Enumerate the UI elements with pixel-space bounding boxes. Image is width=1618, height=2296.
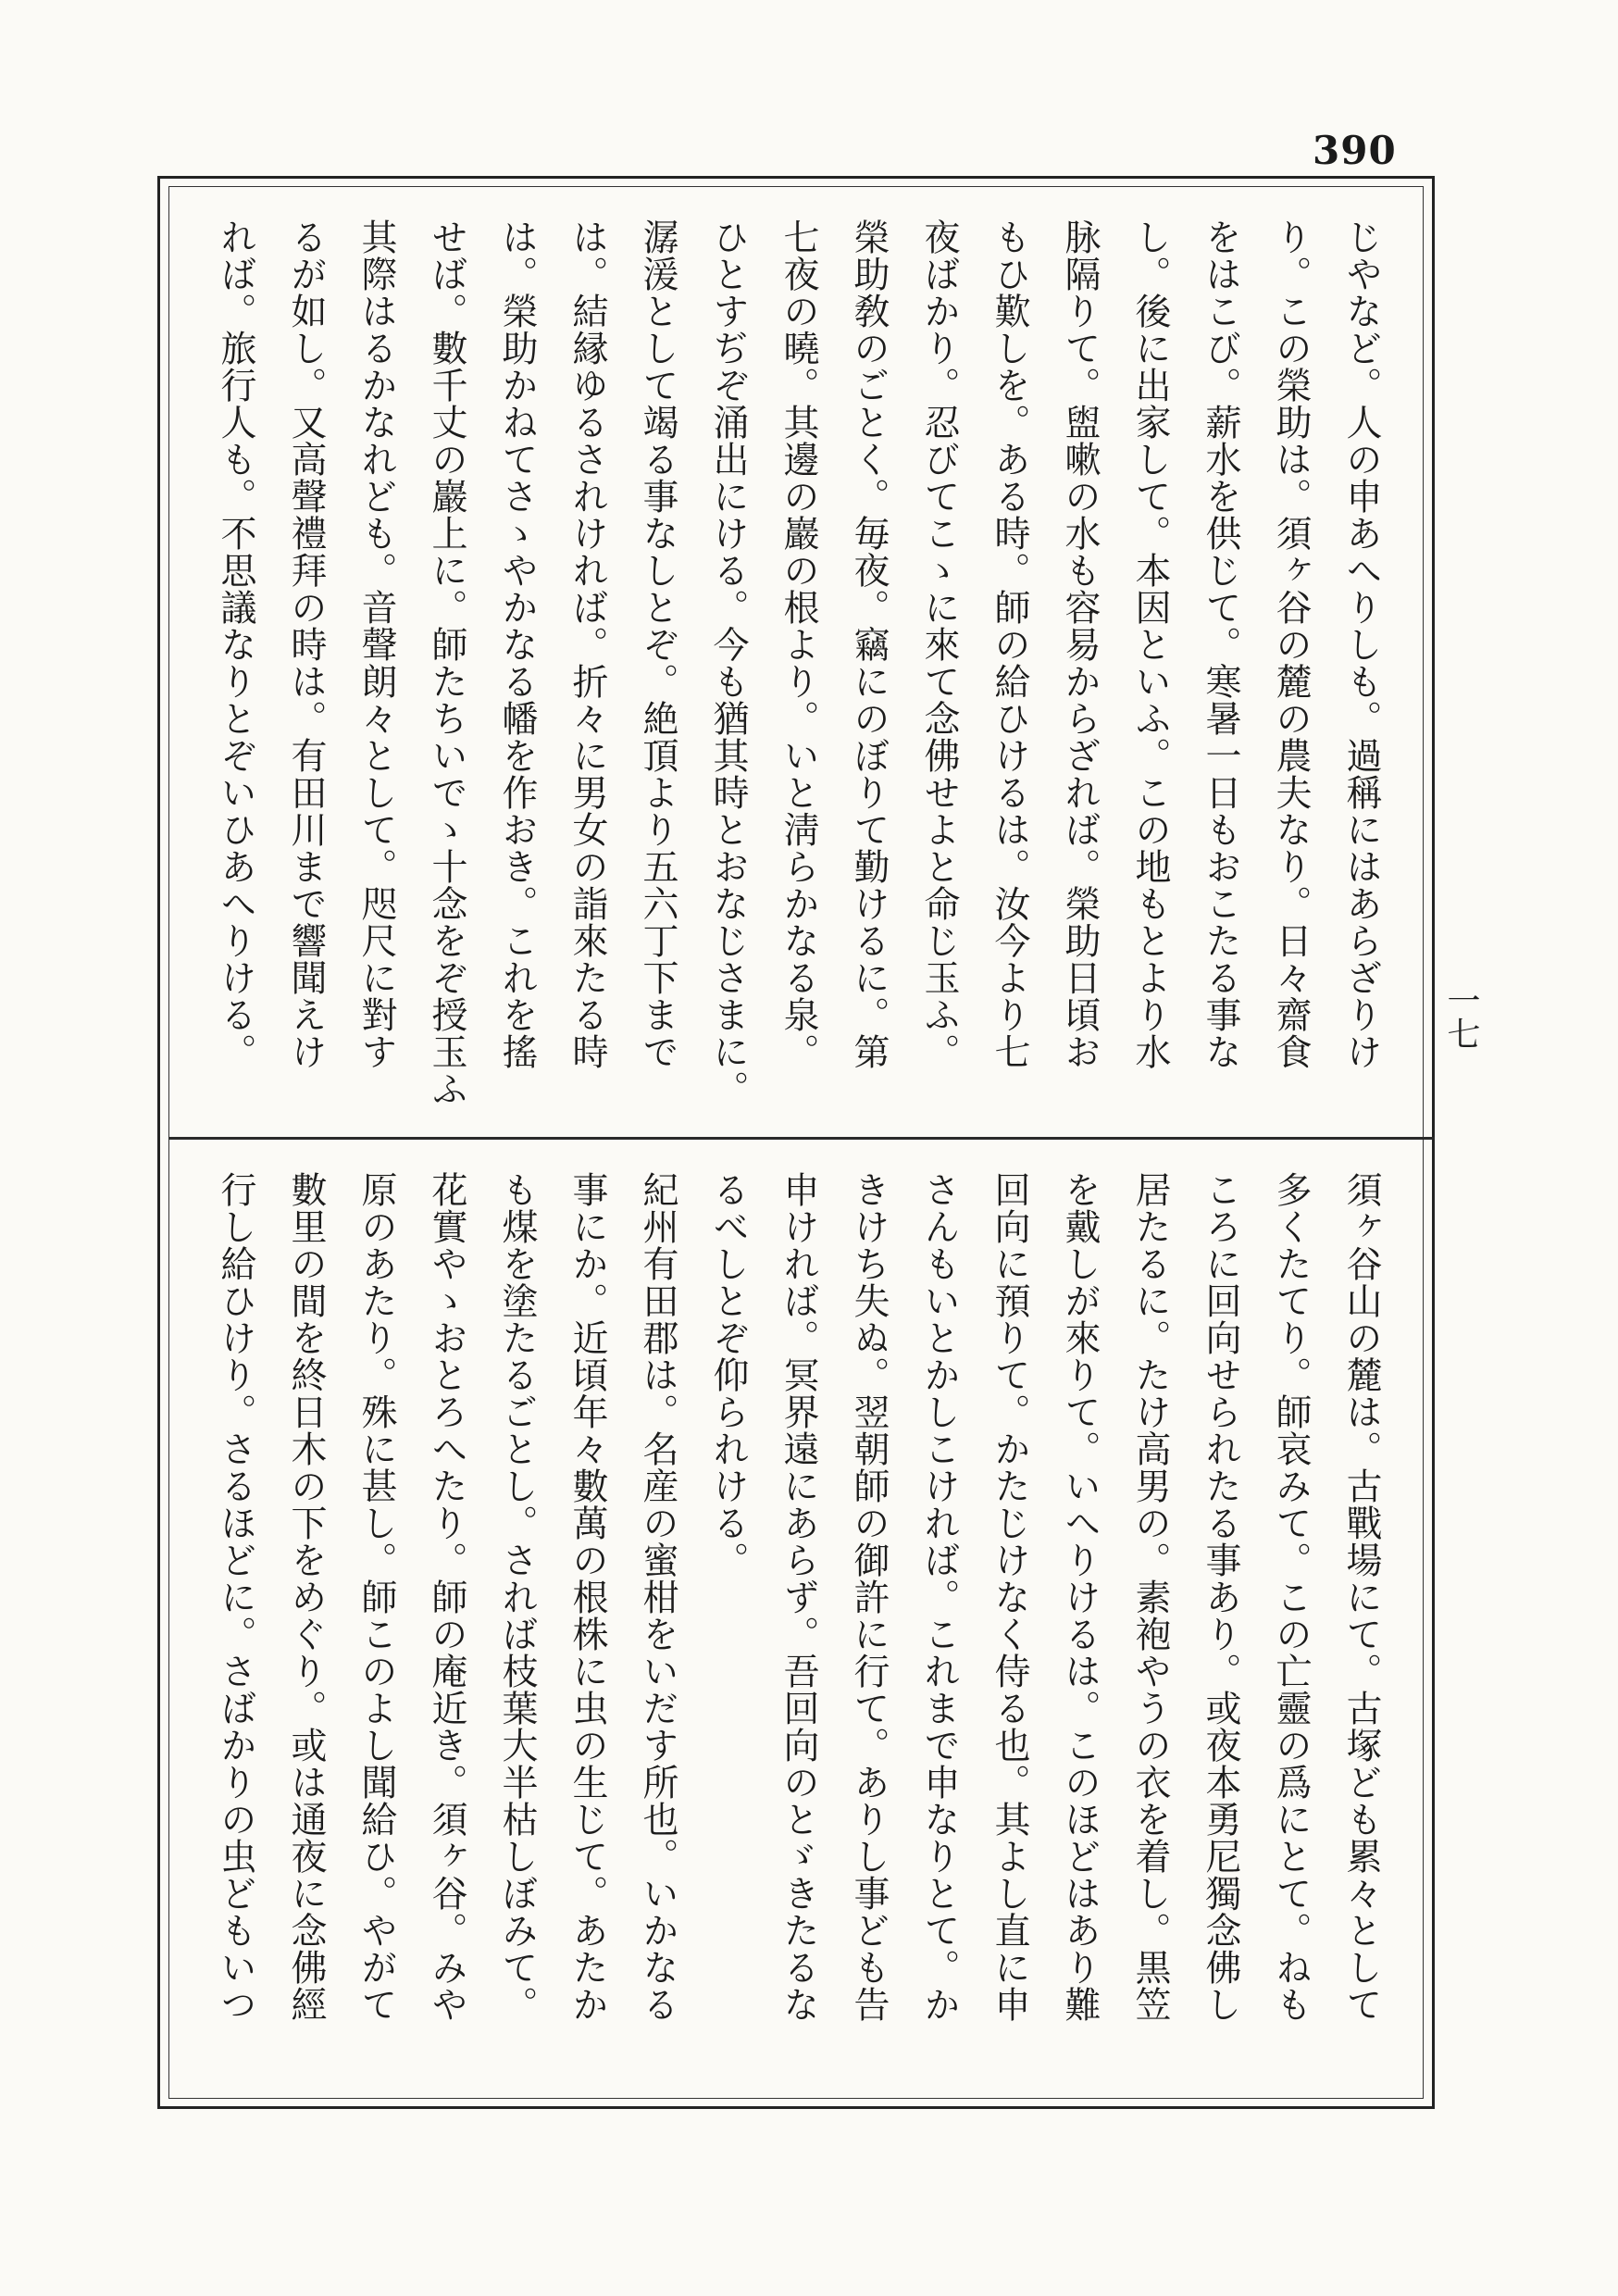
upper-column: 七夜の曉。其邊の巖の根より。いと淸らかなる泉。 [778, 218, 819, 1070]
upper-column: れば。旅行人も。不思議なりとぞいひあへりける。 [215, 218, 256, 1070]
upper-column: ひとすぢぞ涌出にける。今も猶其時とおなじさまに。 [707, 218, 749, 1107]
upper-column: 夜ばかり。忍びてこゝに來て念佛せよと命じ玉ふ。 [918, 218, 960, 1070]
upper-text-section [200, 218, 1396, 1121]
upper-column: せば。數千丈の巖上に。師たちいでゝ十念をぞ授玉ふ [426, 218, 467, 1107]
section-divider [168, 1137, 1435, 1140]
upper-column: をはこび。薪水を供じて。寒暑一日もおこたる事な [1200, 218, 1241, 1070]
lower-column: 紀州有田郡は。名産の蜜柑をいだす所也。いかなる [637, 1171, 678, 2023]
upper-column: 榮助敎のごとく。毎夜。竊にのぼりて勤けるに。第 [848, 218, 890, 1070]
upper-column: は。榮助かねてさゝやかなる幡を作おき。これを搖 [496, 218, 538, 1070]
lower-text-section [200, 1171, 1396, 2083]
upper-column: じやなど。人の申あへりしも。過稱にはあらざりけ [1340, 218, 1382, 1070]
lower-column: を戴しが來りて。いへりけるは。このほどはあり難 [1059, 1171, 1101, 2023]
folio-number: 一七 [1442, 983, 1480, 1050]
lower-column: 回向に預りて。かたじけなく侍る也。其よし直に申 [989, 1171, 1030, 2023]
lower-column: 多くたてり。師哀みて。この亡靈の爲にとて。ねも [1270, 1171, 1312, 2023]
upper-column: し。後に出家して。本因といふ。この地もとより水 [1129, 218, 1171, 1070]
lower-column: 行し給ひけり。さるほどに。さばかりの虫どもいつ [215, 1171, 256, 2023]
lower-column: ころに回向せられたる事あり。或夜本勇尼獨念佛し [1200, 1171, 1241, 2023]
lower-column: 居たるに。たけ高男の。素袍やうの衣を着し。黒笠 [1129, 1171, 1171, 2023]
upper-column: 其際はるかなれども。音聲朗々として。咫尺に對す [355, 218, 397, 1070]
lower-column: さんもいとかしこければ。これまで申なりとて。か [918, 1171, 960, 2023]
page-number: 390 [1313, 128, 1397, 173]
lower-column: も煤を塗たるごとし。されば枝葉大半枯しぼみて。 [496, 1171, 538, 2023]
lower-column: 須ヶ谷山の麓は。古戰場にて。古塚ども累々として [1340, 1171, 1382, 2023]
lower-column: 事にか。近頃年々數萬の根株に虫の生じて。あたか [566, 1171, 608, 2023]
lower-column: 數里の間を終日木の下をめぐり。或は通夜に念佛經 [285, 1171, 327, 2023]
lower-column: 原のあたり。殊に甚し。師このよし聞給ひ。やがて [355, 1171, 397, 2023]
upper-column: もひ歎しを。ある時。師の給ひけるは。汝今より七 [989, 218, 1030, 1070]
upper-column: り。この榮助は。須ヶ谷の麓の農夫なり。日々齋食 [1270, 218, 1312, 1070]
lower-column: きけち失ぬ。翌朝師の御許に行て。ありし事ども告 [848, 1171, 890, 2023]
upper-column: は。結縁ゆるされければ。折々に男女の詣來たる時 [566, 218, 608, 1070]
upper-column: るが如し。又高聲禮拜の時は。有田川まで響聞えけ [285, 218, 327, 1070]
upper-column: 潺湲として竭る事なしとぞ。絶頂より五六丁下まで [637, 218, 678, 1070]
lower-column: 申ければ。冥界遠にあらず。吾回向のとゞきたるな [778, 1171, 819, 2023]
lower-column: るべしとぞ仰られける。 [707, 1171, 749, 1578]
lower-column: 花實やゝおとろへたり。師の庵近き。須ヶ谷。みや [426, 1171, 467, 2023]
upper-column: 脉隔りて。盥嗽の水も容易からざれば。榮助日頃お [1059, 218, 1101, 1070]
